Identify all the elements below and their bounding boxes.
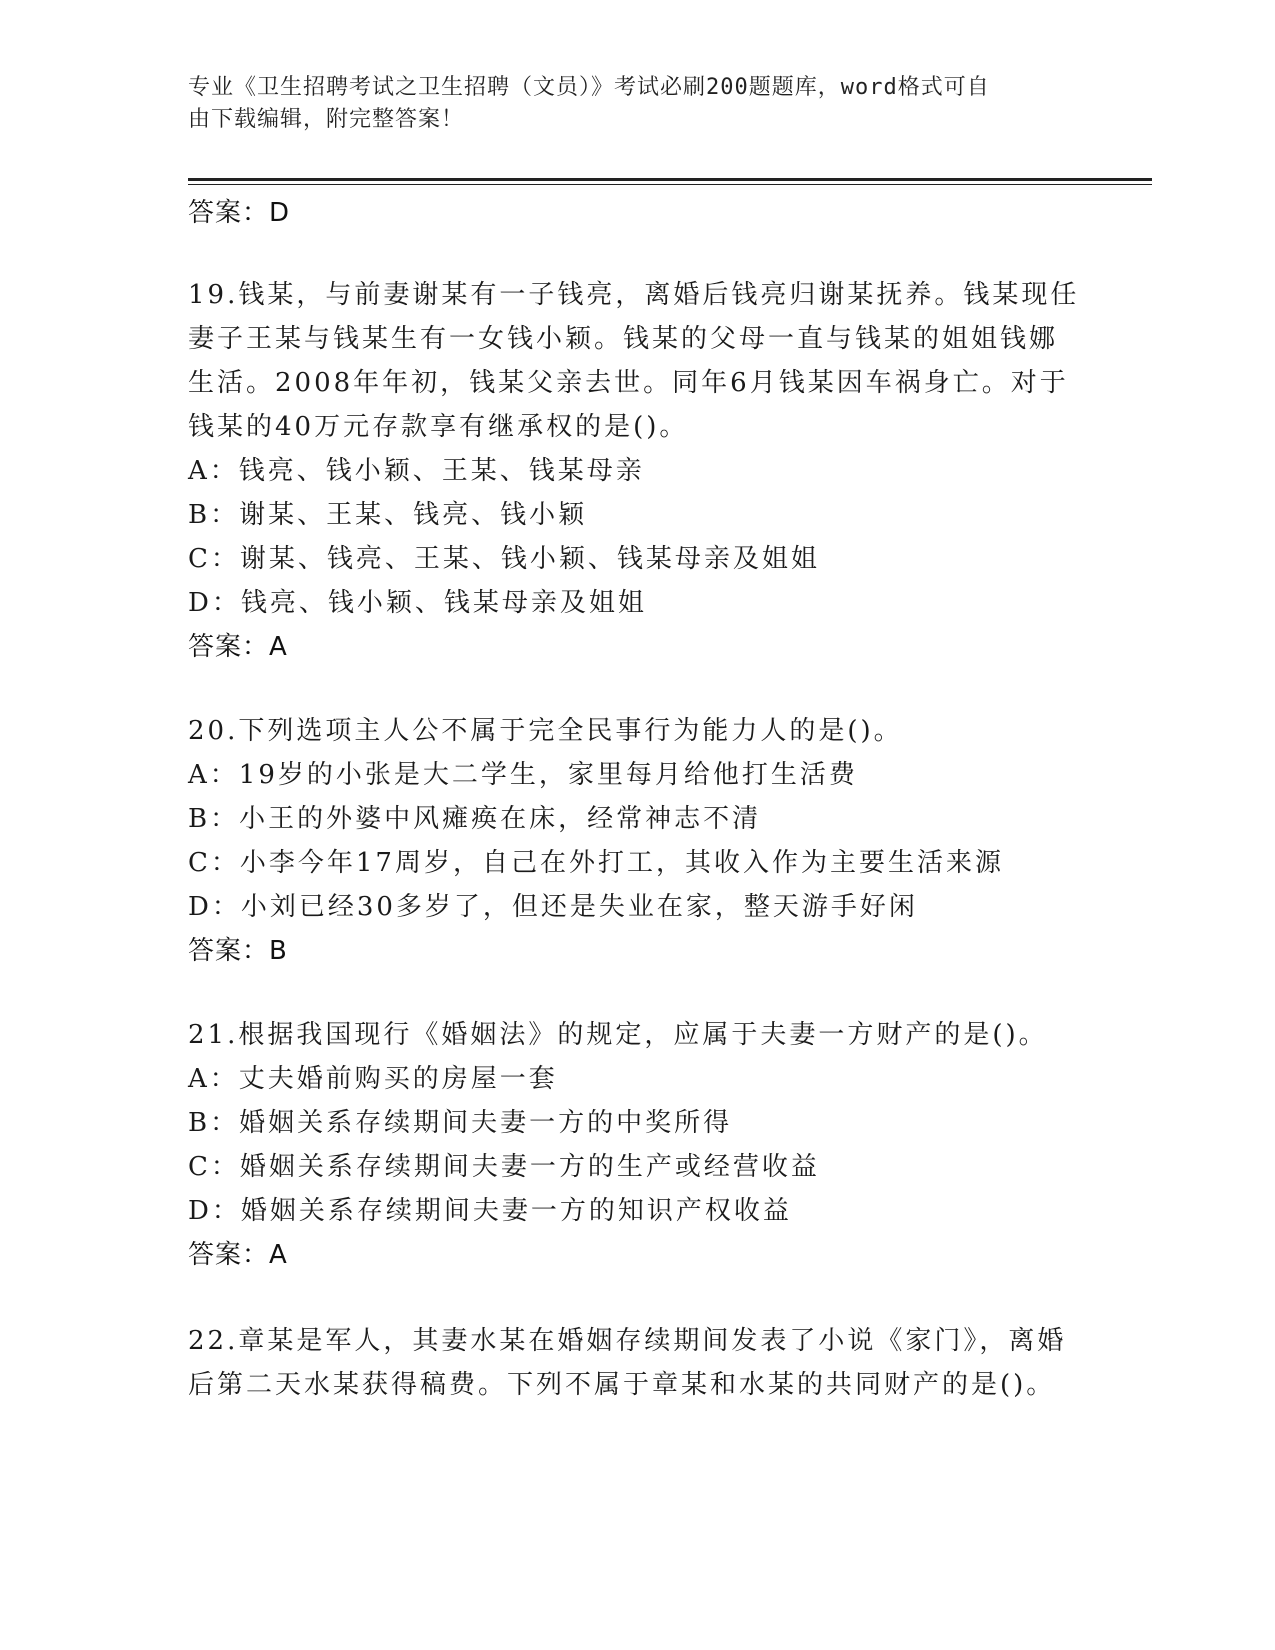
question-19-option-b: B：谢某、王某、钱亮、钱小颖 xyxy=(188,500,588,530)
header-line-1: 专业《卫生招聘考试之卫生招聘（文员）》考试必刷200题题库，word格式可自 xyxy=(188,75,990,100)
question-19-option-c: C：谢某、钱亮、王某、钱小颖、钱某母亲及姐姐 xyxy=(188,544,820,574)
question-21-option-c: C：婚姻关系存续期间夫妻一方的生产或经营收益 xyxy=(188,1152,820,1182)
question-20-option-b: B：小王的外婆中风瘫痪在床，经常神志不清 xyxy=(188,804,762,834)
question-20-option-d: D：小刘已经30多岁了，但还是失业在家，整天游手好闲 xyxy=(188,892,918,922)
question-19-option-d: D：钱亮、钱小颖、钱某母亲及姐姐 xyxy=(188,588,647,618)
question-19-line-2: 妻子王某与钱某生有一女钱小颖。钱某的父母一直与钱某的姐姐钱娜 xyxy=(188,324,1059,354)
question-19-line-3: 生活。2008年年初，钱某父亲去世。同年6月钱某因车祸身亡。对于 xyxy=(188,368,1069,398)
question-19-line-4: 钱某的40万元存款享有继承权的是()。 xyxy=(188,412,689,442)
question-22-line-2: 后第二天水某获得稿费。下列不属于章某和水某的共同财产的是()。 xyxy=(188,1370,1056,1400)
question-21-option-d: D：婚姻关系存续期间夫妻一方的知识产权收益 xyxy=(188,1196,792,1226)
header-line-2: 由下载编辑，附完整答案！ xyxy=(188,107,465,132)
header-divider-thick xyxy=(188,178,1152,181)
answer-previous: 答案：D xyxy=(188,198,291,228)
question-20-option-c: C：小李今年17周岁，自己在外打工，其收入作为主要生活来源 xyxy=(188,848,1004,878)
question-21-option-a: A：丈夫婚前购买的房屋一套 xyxy=(188,1064,558,1094)
question-20-option-a: A：19岁的小张是大二学生，家里每月给他打生活费 xyxy=(188,760,858,790)
question-19-line-1: 19.钱某，与前妻谢某有一子钱亮，离婚后钱亮归谢某抚养。钱某现任 xyxy=(188,280,1080,310)
header-divider-thin xyxy=(188,184,1152,185)
question-21-answer: 答案：A xyxy=(188,1240,288,1270)
document-header xyxy=(188,72,1088,136)
question-20-line-1: 20.下列选项主人公不属于完全民事行为能力人的是()。 xyxy=(188,716,903,746)
question-21-option-b: B：婚姻关系存续期间夫妻一方的中奖所得 xyxy=(188,1108,733,1138)
question-21-line-1: 21.根据我国现行《婚姻法》的规定，应属于夫妻一方财产的是()。 xyxy=(188,1020,1048,1050)
question-20-answer: 答案：B xyxy=(188,936,288,966)
question-22-line-1: 22.章某是军人，其妻水某在婚姻存续期间发表了小说《家门》，离婚 xyxy=(188,1326,1067,1356)
question-19-answer: 答案：A xyxy=(188,632,288,662)
question-19-option-a: A：钱亮、钱小颖、王某、钱某母亲 xyxy=(188,456,645,486)
